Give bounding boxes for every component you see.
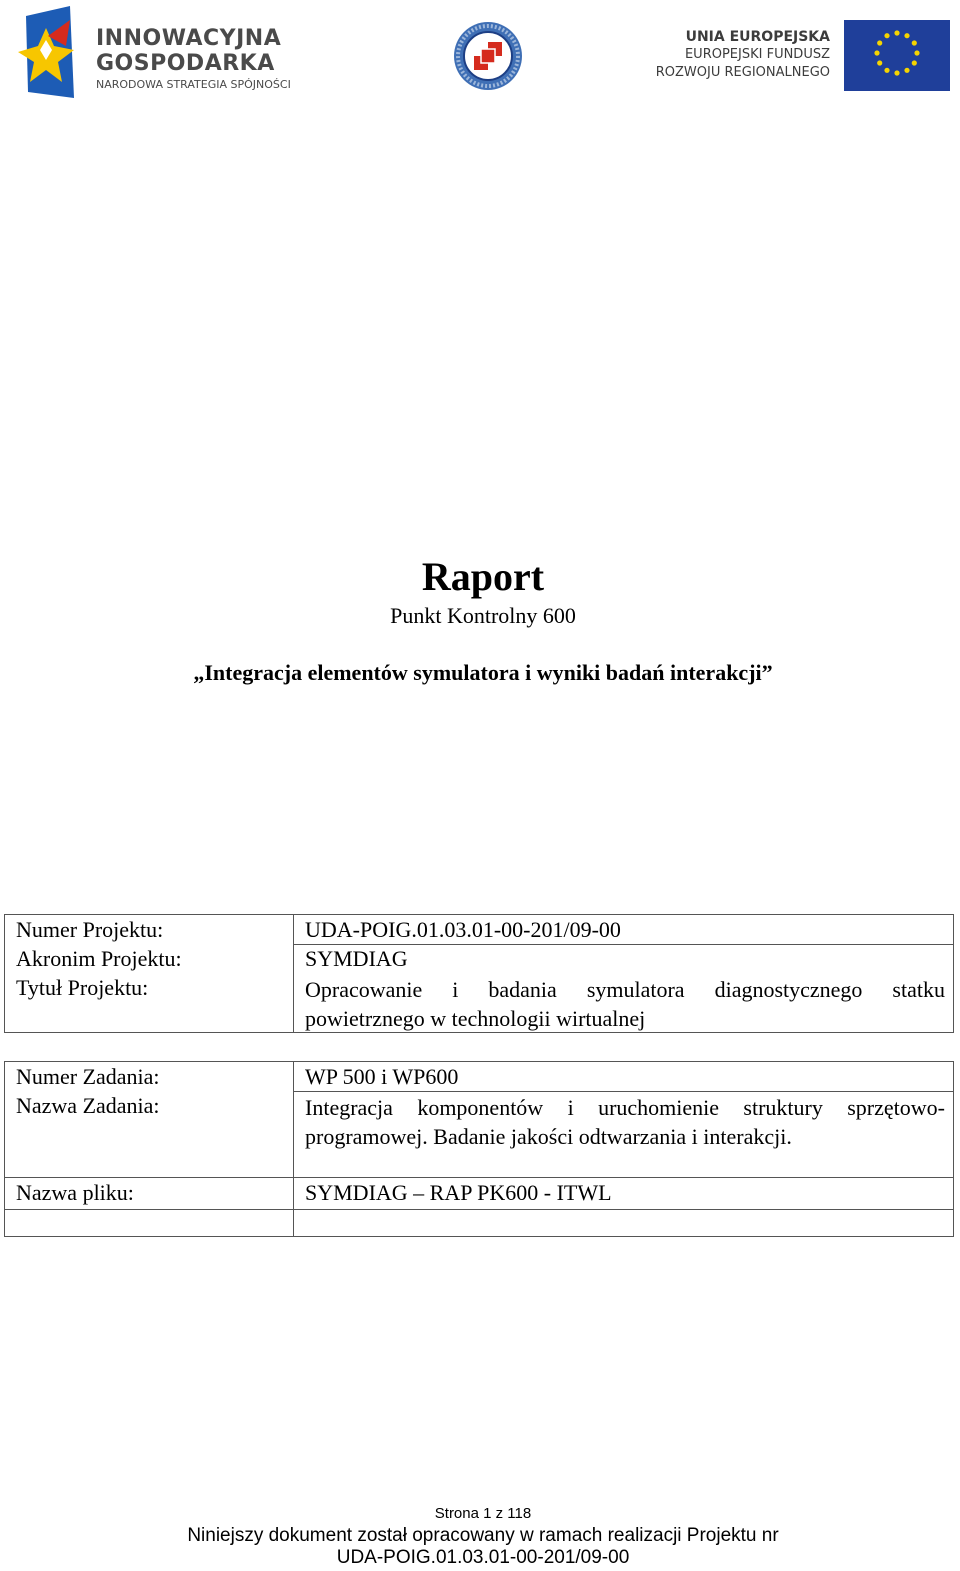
eu-line-1: UNIA EUROPEJSKA [685,29,830,45]
eu-flag-logo [844,20,950,91]
footer-note-line-1: Niniejszy dokument został opracowany w ramach realizacji Projektu nr [187,1525,779,1546]
task-info-table [4,1061,954,1237]
project-title-label: Tytuł Projektu: [16,975,149,1000]
file-name-value: SYMDIAG – RAP PK600 - ITWL [305,1180,612,1205]
logo-line-1: INNOWACYJNA [96,26,282,51]
document-subtitle: Punkt Kontrolny 600 [390,603,576,628]
itwl-seal-logo [452,20,524,92]
table-row-line [5,1177,953,1178]
task-name-value: Integracja komponentów i uruchomienie struktury sprzętowo-programowej. Badanie jakości odtwarzania i interakcji. [305,1095,945,1149]
footer-note-line-2: UDA-POIG.01.03.01-00-201/09-00 [336,1547,630,1568]
itwl-seal-icon [452,20,524,92]
eu-fund-logo-text [610,28,830,82]
table-divider [293,915,294,1032]
footer-note [0,1525,960,1569]
document-heading: „Integracja elementów symulatora i wyniki badań interakcji” [193,660,773,685]
project-number-label: Numer Projektu: [16,917,164,942]
task-number-value: WP 500 i WP600 [305,1064,459,1089]
project-info-table [4,914,954,1033]
document-title: Raport [421,554,545,599]
project-acronym-value: SYMDIAG [305,946,408,971]
project-number-value: UDA-POIG.01.03.01-00-201/09-00 [305,917,621,942]
project-title-value: Opracowanie i badania symulatora diagnostycznego statku powietrznego w technologii wirtualnej [305,977,945,1031]
task-name-label: Nazwa Zadania: [16,1093,160,1118]
task-number-label: Numer Zadania: [16,1064,160,1089]
project-acronym-label: Akronim Projektu: [16,946,182,971]
innowacyjna-gospodarka-logo [18,6,318,102]
logo-line-3: NARODOWA STRATEGIA SPÓJNOŚCI [96,78,291,91]
table-row-line [293,1091,953,1092]
table-row-line [293,944,953,945]
logo-line-2: GOSPODARKA [96,51,275,76]
eu-line-3: ROZWOJU REGIONALNEGO [655,65,830,80]
table-row-line [5,1209,953,1210]
innowacyjna-gospodarka-emblem-icon [18,6,88,102]
file-name-label: Nazwa pliku: [16,1180,134,1205]
eu-line-2: EUROPEJSKI FUNDUSZ [684,47,830,62]
eu-flag-icon [844,20,950,91]
page-number: Strona 1 z 118 [434,1505,532,1522]
